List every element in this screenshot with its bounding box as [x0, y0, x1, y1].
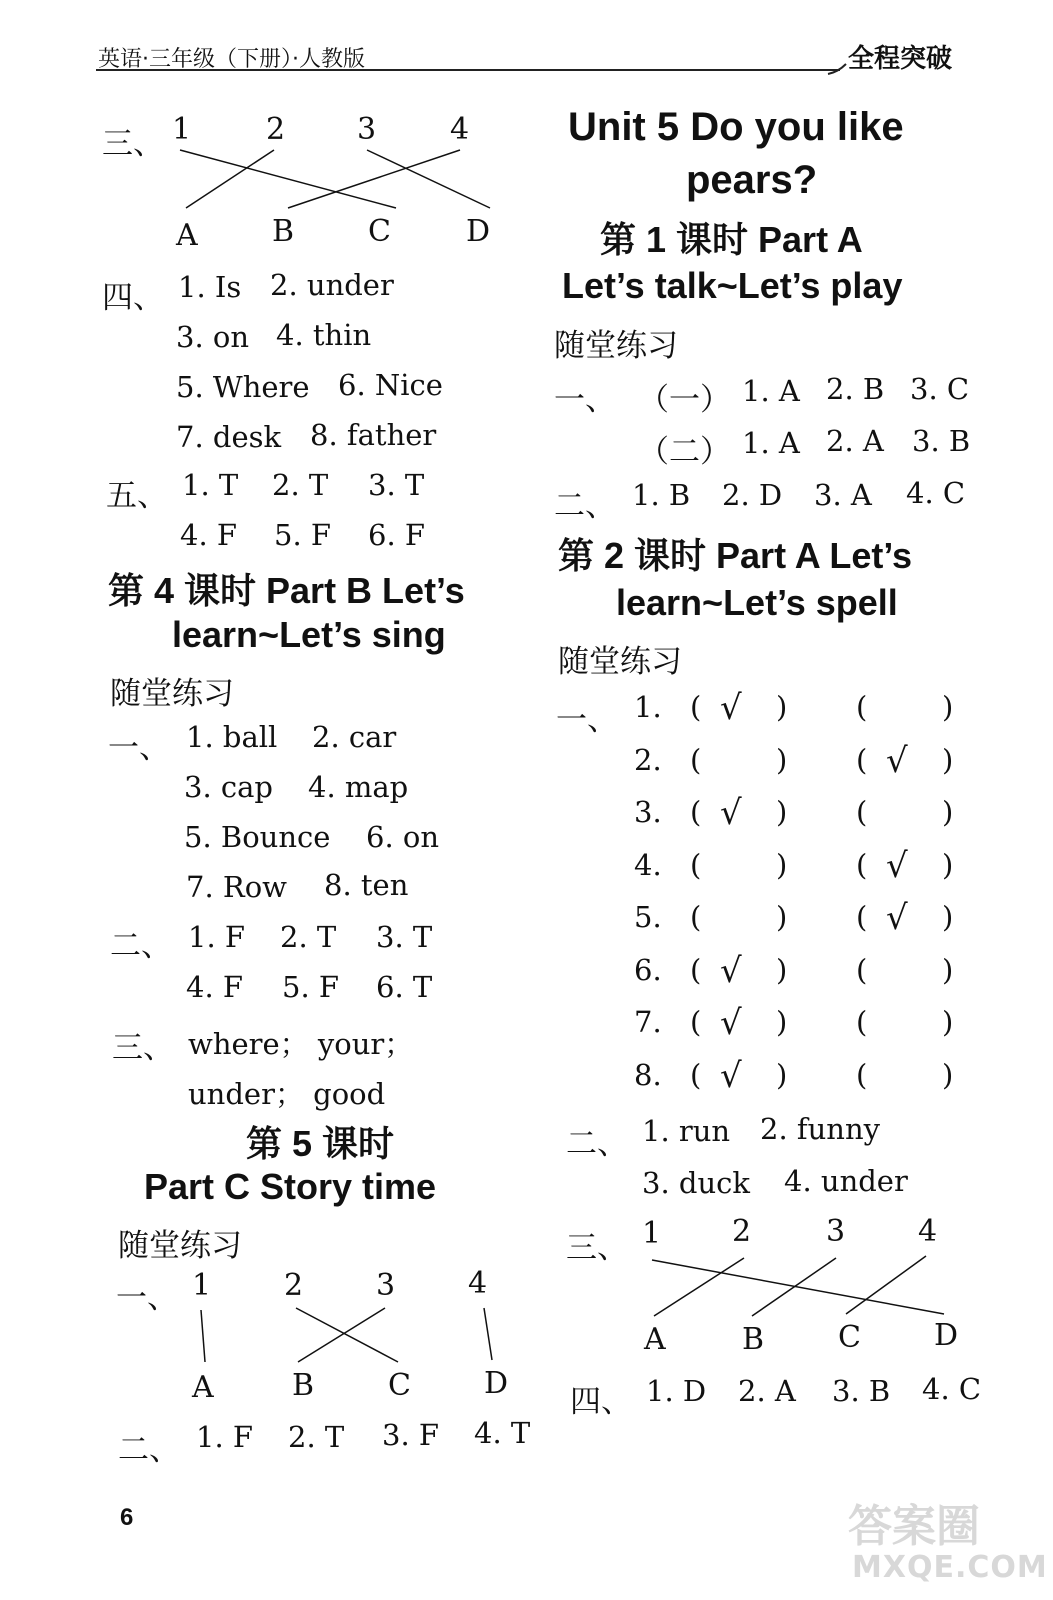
header-title: 英语·三年级（下册）·人教版 [98, 47, 365, 72]
answer-item: 6. F [368, 518, 426, 552]
answer-item: 2. D [722, 478, 783, 512]
answer-item: 1. Is [178, 270, 242, 304]
match-number: 4 [450, 112, 470, 147]
answer-item: 4. F [186, 970, 244, 1004]
section-label: 二、 [118, 1432, 180, 1468]
check-mark: √ [886, 740, 908, 781]
answer-item: 1. A [742, 426, 800, 460]
answer-item: 2. funny [760, 1112, 881, 1146]
match-letter: D [484, 1366, 509, 1401]
answer-item: 3. T [368, 468, 425, 502]
section-label: 五、 [106, 478, 168, 514]
answer-item: 4. C [922, 1372, 982, 1406]
lesson-title: 第 2 课时 Part A Let’s [558, 535, 913, 576]
answer-item: under； good [188, 1077, 386, 1111]
practice-heading: 随堂练习 [558, 644, 682, 680]
match-number: 2 [284, 1268, 304, 1303]
match-number: 2 [732, 1214, 752, 1249]
check-row-number: 6. [634, 952, 662, 987]
answer-item: 1. B [632, 478, 691, 512]
answer-item: where； your； [188, 1027, 414, 1061]
answer-item: 5. Where [176, 370, 310, 404]
match-letter: A [176, 218, 198, 253]
sub-section-label: （二） [638, 434, 731, 470]
watermark-logo: 答案圈 [848, 1501, 980, 1552]
unit-title-line2: pears? [686, 158, 818, 202]
answer-item: 3. cap [184, 770, 273, 804]
match-number: 1 [642, 1216, 662, 1251]
practice-heading: 随堂练习 [110, 676, 234, 712]
match-letter: C [368, 214, 391, 249]
answer-item: 2. A [738, 1374, 796, 1408]
match-letter: A [192, 1370, 214, 1405]
answer-item: 1. ball [186, 720, 278, 754]
match-letter: C [838, 1320, 861, 1355]
check-mark: √ [886, 898, 908, 938]
answer-item: 3. C [910, 372, 970, 406]
answer-item: 4. under [784, 1164, 908, 1198]
match-number: 3 [357, 112, 377, 147]
answer-item: 4. T [474, 1416, 531, 1450]
answer-item: 2. A [826, 424, 884, 458]
answer-item: 7. Row [186, 870, 288, 904]
answer-item: 3. B [832, 1374, 891, 1408]
match-number: 3 [826, 1214, 846, 1249]
answer-item: 2. car [312, 720, 397, 754]
section-label: 二、 [110, 928, 172, 964]
lesson-title: 第 4 课时 Part B Let’s [108, 570, 465, 611]
check-row-number: 1. [634, 690, 662, 724]
answer-item: 4. thin [276, 318, 372, 352]
answer-item: 3. duck [642, 1166, 750, 1200]
match-number: 1 [172, 112, 192, 147]
answer-item: 5. Bounce [184, 820, 331, 854]
lesson-subtitle: learn~Let’s sing [172, 614, 446, 655]
answer-item: 3. B [912, 424, 971, 458]
answer-item: 6. T [376, 970, 433, 1004]
lesson-subtitle: Part C Story time [144, 1166, 437, 1207]
answer-item: 3. on [176, 320, 250, 354]
match-number: 3 [376, 1268, 396, 1303]
page-number: 6 [120, 1504, 134, 1531]
answer-item: 4. F [180, 518, 238, 552]
section-label: 三、 [112, 1030, 174, 1066]
check-mark: √ [886, 845, 908, 886]
check-row-number: 2. [634, 742, 662, 777]
section-label: 四、 [102, 280, 164, 316]
practice-heading: 随堂练习 [118, 1228, 242, 1264]
section-label: 一、 [108, 730, 170, 766]
section-label: 四、 [570, 1384, 632, 1420]
check-row-number: 7. [634, 1005, 662, 1039]
answer-item: 1. D [646, 1374, 707, 1408]
answer-item: 3. F [382, 1418, 440, 1452]
match-number: 4 [918, 1214, 938, 1249]
answer-item: 6. Nice [338, 368, 443, 402]
section-label: 二、 [566, 1126, 628, 1162]
answer-item: 3. T [376, 920, 433, 954]
check-mark: √ [720, 688, 742, 728]
header-brand: 全程突破 [848, 44, 953, 74]
match-letter: D [934, 1318, 959, 1353]
check-row-number: 3. [634, 795, 662, 829]
answer-item: 4. map [308, 770, 409, 804]
answer-item: 2. T [272, 468, 329, 502]
answer-item: 8. ten [324, 868, 409, 902]
check-mark: √ [720, 793, 742, 833]
sub-section-label: （一） [638, 382, 731, 418]
section-label: 三、 [102, 126, 164, 162]
answer-item: 1. T [182, 468, 239, 502]
check-mark: √ [720, 950, 742, 991]
answer-item: 3. A [814, 478, 872, 512]
answer-item: 6. on [366, 820, 440, 854]
check-mark: √ [720, 1055, 742, 1096]
section-label: 二、 [554, 488, 616, 524]
answer-item: 5. F [274, 518, 332, 552]
section-label: 一、 [116, 1280, 178, 1316]
watermark-url: MXQE.COM [852, 1550, 1048, 1585]
answer-item: 2. B [826, 372, 885, 406]
answer-item: 2. under [270, 268, 394, 302]
check-row-number: 4. [634, 847, 662, 882]
match-number: 4 [468, 1266, 488, 1301]
check-mark: √ [720, 1003, 742, 1043]
practice-heading: 随堂练习 [554, 328, 678, 364]
answer-item: 2. T [288, 1420, 345, 1454]
section-label: 三、 [566, 1230, 628, 1266]
answer-item: 1. F [196, 1420, 254, 1454]
answer-item: 4. C [906, 476, 966, 510]
answer-item: 1. F [188, 920, 246, 954]
check-row-number: 5. [634, 900, 662, 934]
match-letter: B [272, 214, 295, 249]
lesson-subtitle: learn~Let’s spell [616, 582, 898, 623]
lesson-subtitle: Let’s talk~Let’s play [562, 265, 903, 306]
check-row-number: 8. [634, 1057, 662, 1092]
match-number: 1 [192, 1268, 212, 1303]
lesson-title: 第 5 课时 [246, 1123, 395, 1164]
answer-item: 1. A [742, 374, 800, 408]
unit-title: Unit 5 Do you like [568, 105, 904, 149]
match-letter: A [644, 1322, 666, 1357]
section-label: 一、 [554, 382, 616, 418]
match-letter: B [292, 1368, 315, 1403]
match-letter: C [388, 1368, 411, 1403]
lesson-title: 第 1 课时 Part A [600, 219, 863, 260]
answer-item: 1. run [642, 1114, 731, 1148]
answer-item: 2. T [280, 920, 337, 954]
match-letter: B [742, 1322, 765, 1357]
answer-item: 8. father [310, 418, 437, 452]
section-label: 一、 [556, 702, 618, 738]
answer-item: 7. desk [176, 420, 282, 454]
match-number: 2 [266, 112, 286, 147]
answer-item: 5. F [282, 970, 340, 1004]
match-letter: D [466, 214, 491, 249]
